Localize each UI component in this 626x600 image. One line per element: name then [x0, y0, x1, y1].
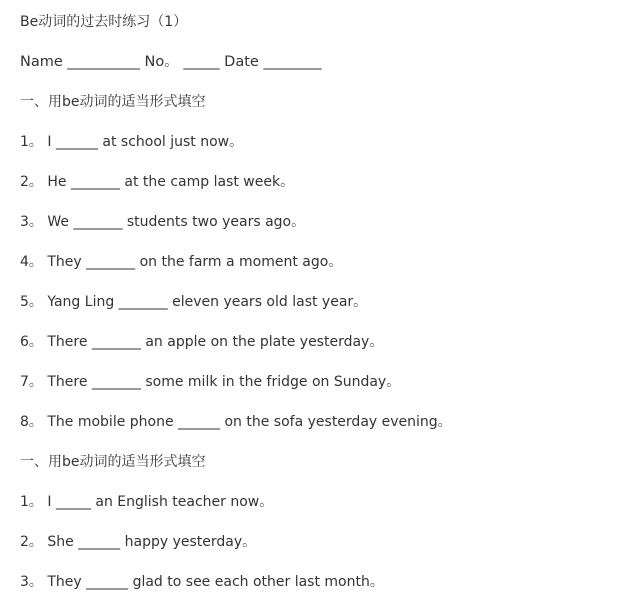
section2-question: 2。 She ______ happy yesterday。 [20, 534, 257, 550]
section2-question: 1。 I _____ an English teacher now。 [20, 494, 274, 510]
section1-question: 8。 The mobile phone ______ on the sofa yesterday evening。 [20, 414, 452, 430]
section1-question: 6。 There _______ an apple on the plate yesterday。 [20, 334, 384, 350]
section2-question: 3。 They ______ glad to see each other last month。 [20, 574, 384, 590]
section1-heading: 一、用be动词的适当形式填空 [20, 94, 206, 110]
section1-question: 5。 Yang Ling _______ eleven years old last year。 [20, 294, 368, 310]
section1-question: 4。 They _______ on the farm a moment ago。 [20, 254, 343, 270]
section2-heading: 一、用be动词的适当形式填空 [20, 454, 206, 470]
section1-question: 3。 We _______ students two years ago。 [20, 214, 306, 230]
worksheet-title: Be动词的过去时练习（1） [20, 14, 188, 30]
section1-question: 7。 There _______ some milk in the fridge on Sunday。 [20, 374, 401, 390]
section1-question: 2。 He _______ at the camp last week。 [20, 174, 295, 190]
section1-question: 1。 I ______ at school just now。 [20, 134, 244, 150]
student-info-line: Name __________ No。 _____ Date ________ [20, 54, 322, 70]
